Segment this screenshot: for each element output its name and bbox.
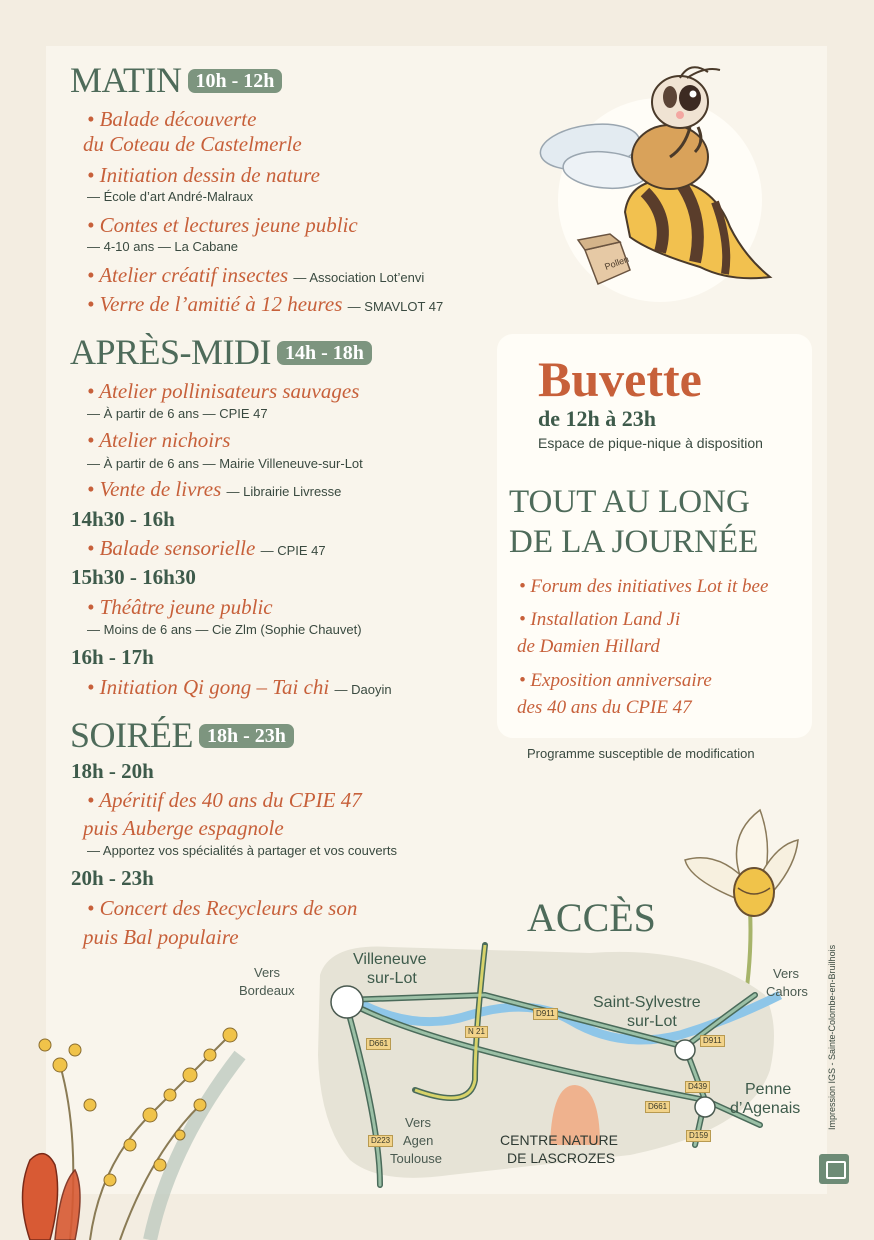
soiree-hours-badge: 18h - 23h	[199, 724, 294, 748]
pollen-box-label: Pollen	[603, 253, 631, 272]
town-saint-sylvestre-2: sur-Lot	[627, 1013, 677, 1030]
journee-expo-line2: des 40 ans du CPIE 47	[517, 697, 692, 718]
event-balade-line1: • Balade découverte	[87, 107, 257, 131]
event-atelier-creatif: • Atelier créatif insectes — Association Lot’envi	[87, 263, 425, 287]
section-soiree-title: SOIRÉE 18h - 23h	[70, 717, 294, 753]
event-qigong-detail: — Daoyin	[334, 682, 392, 697]
journee-title-line1: TOUT AU LONG	[509, 484, 750, 520]
event-theatre-detail: — Moins de 6 ans — Cie Zlm (Sophie Chauvet)	[87, 622, 362, 637]
matin-hours-badge: 10h - 12h	[188, 69, 283, 93]
town-penne-1: Penne	[745, 1081, 792, 1098]
road-d661-b: D661	[645, 1101, 670, 1113]
section-matin-title: MATIN 10h - 12h	[70, 62, 282, 98]
time-14h30: 14h30 - 16h	[71, 507, 175, 531]
event-balade-sensorielle: • Balade sensorielle — CPIE 47	[87, 536, 326, 560]
town-penne-2: d’Agenais	[730, 1100, 801, 1117]
event-pollinisateurs-detail: — À partir de 6 ans — CPIE 47	[87, 406, 268, 421]
road-d223: D223	[368, 1135, 393, 1147]
road-d911-b: D911	[700, 1035, 725, 1047]
centre-nature-1: CENTRE NATURE	[500, 1132, 618, 1148]
event-dessin-title: • Initiation dessin de nature	[87, 163, 320, 187]
event-concert-line2: puis Bal populaire	[83, 925, 239, 949]
event-dessin-detail: — École d’art André-Malraux	[87, 189, 254, 204]
event-contes-detail: — 4-10 ans — La Cabane	[87, 239, 239, 254]
time-15h30: 15h30 - 16h30	[71, 565, 196, 589]
apres-midi-hours-badge: 14h - 18h	[277, 341, 372, 365]
journee-forum: • Forum des initiatives Lot it bee	[519, 576, 769, 597]
section-apres-midi-title: APRÈS-MIDI 14h - 18h	[70, 334, 372, 370]
town-villeneuve-2: sur-Lot	[367, 970, 417, 987]
event-theatre-title: • Théâtre jeune public	[87, 595, 273, 619]
road-n21: N 21	[465, 1026, 488, 1038]
town-villeneuve-1: Villeneuve	[353, 951, 427, 968]
time-18h: 18h - 20h	[71, 759, 154, 783]
flowers-bottom-left	[0, 995, 300, 1240]
event-aperitif-line1: • Apéritif des 40 ans du CPIE 47	[87, 788, 362, 812]
event-vente-livres: • Vente de livres — Librairie Livresse	[87, 477, 342, 501]
journee-land-line1: • Installation Land Ji	[519, 609, 681, 630]
event-balade-sensorielle-detail: — CPIE 47	[260, 543, 326, 558]
buvette-title: Buvette	[538, 351, 702, 407]
road-d159: D159	[686, 1130, 711, 1142]
event-atelier-creatif-detail: — Association Lot’envi	[293, 270, 425, 285]
disclaimer: Programme susceptible de modification	[527, 746, 755, 761]
event-nichoirs-detail: — À partir de 6 ans — Mairie Villeneuve-sur-Lot	[87, 456, 363, 471]
event-aperitif-line2: puis Auberge espagnole	[83, 816, 284, 840]
time-20h: 20h - 23h	[71, 866, 154, 890]
event-concert-line1: • Concert des Recycleurs de son	[87, 896, 358, 920]
buvette-hours: de 12h à 23h	[538, 406, 656, 431]
road-d661-a: D661	[366, 1038, 391, 1050]
journee-expo-line1: • Exposition anniversaire	[519, 670, 712, 691]
event-nichoirs-title: • Atelier nichoirs	[87, 428, 231, 452]
dir-agen-3: Toulouse	[390, 1151, 443, 1166]
time-16h: 16h - 17h	[71, 645, 154, 669]
dir-cahors-2: Cahors	[766, 984, 808, 999]
event-verre-amitie-detail: — SMAVLOT 47	[347, 299, 444, 314]
event-verre-amitie: • Verre de l’amitié à 12 heures — SMAVLOT 47	[87, 292, 444, 316]
event-vente-livres-detail: — Librairie Livresse	[226, 484, 342, 499]
event-pollinisateurs-title: • Atelier pollinisateurs sauvages	[87, 379, 360, 403]
dir-agen-2: Agen	[403, 1133, 434, 1148]
acces-title: ACCÈS	[527, 895, 656, 940]
event-balade-line2: du Coteau de Castelmerle	[83, 132, 302, 156]
centre-nature-2: DE LASCROZES	[507, 1150, 616, 1166]
event-aperitif-detail: — Apportez vos spécialités à partager et vos couverts	[87, 843, 397, 858]
road-d439: D439	[685, 1081, 710, 1093]
imprint-text: Impression IGS - Sainte-Colombe-en-Bruilhois	[827, 944, 837, 1130]
imprimvert-logo	[819, 1154, 849, 1184]
buvette-note: Espace de pique-nique à disposition	[538, 435, 763, 451]
bee-illustration	[530, 52, 790, 302]
journee-title-line2: DE LA JOURNÉE	[509, 524, 759, 560]
dir-agen-1: Vers	[405, 1115, 432, 1130]
event-contes-title: • Contes et lectures jeune public	[87, 213, 358, 237]
town-saint-sylvestre-1: Saint-Sylvestre	[593, 994, 701, 1011]
dir-cahors-1: Vers	[773, 966, 800, 981]
road-d911-a: D911	[533, 1008, 558, 1020]
event-qigong: • Initiation Qi gong – Tai chi — Daoyin	[87, 675, 392, 699]
dir-bordeaux-1: Vers	[254, 965, 281, 980]
journee-land-line2: de Damien Hillard	[517, 636, 660, 657]
dir-bordeaux-2: Bordeaux	[239, 983, 295, 998]
